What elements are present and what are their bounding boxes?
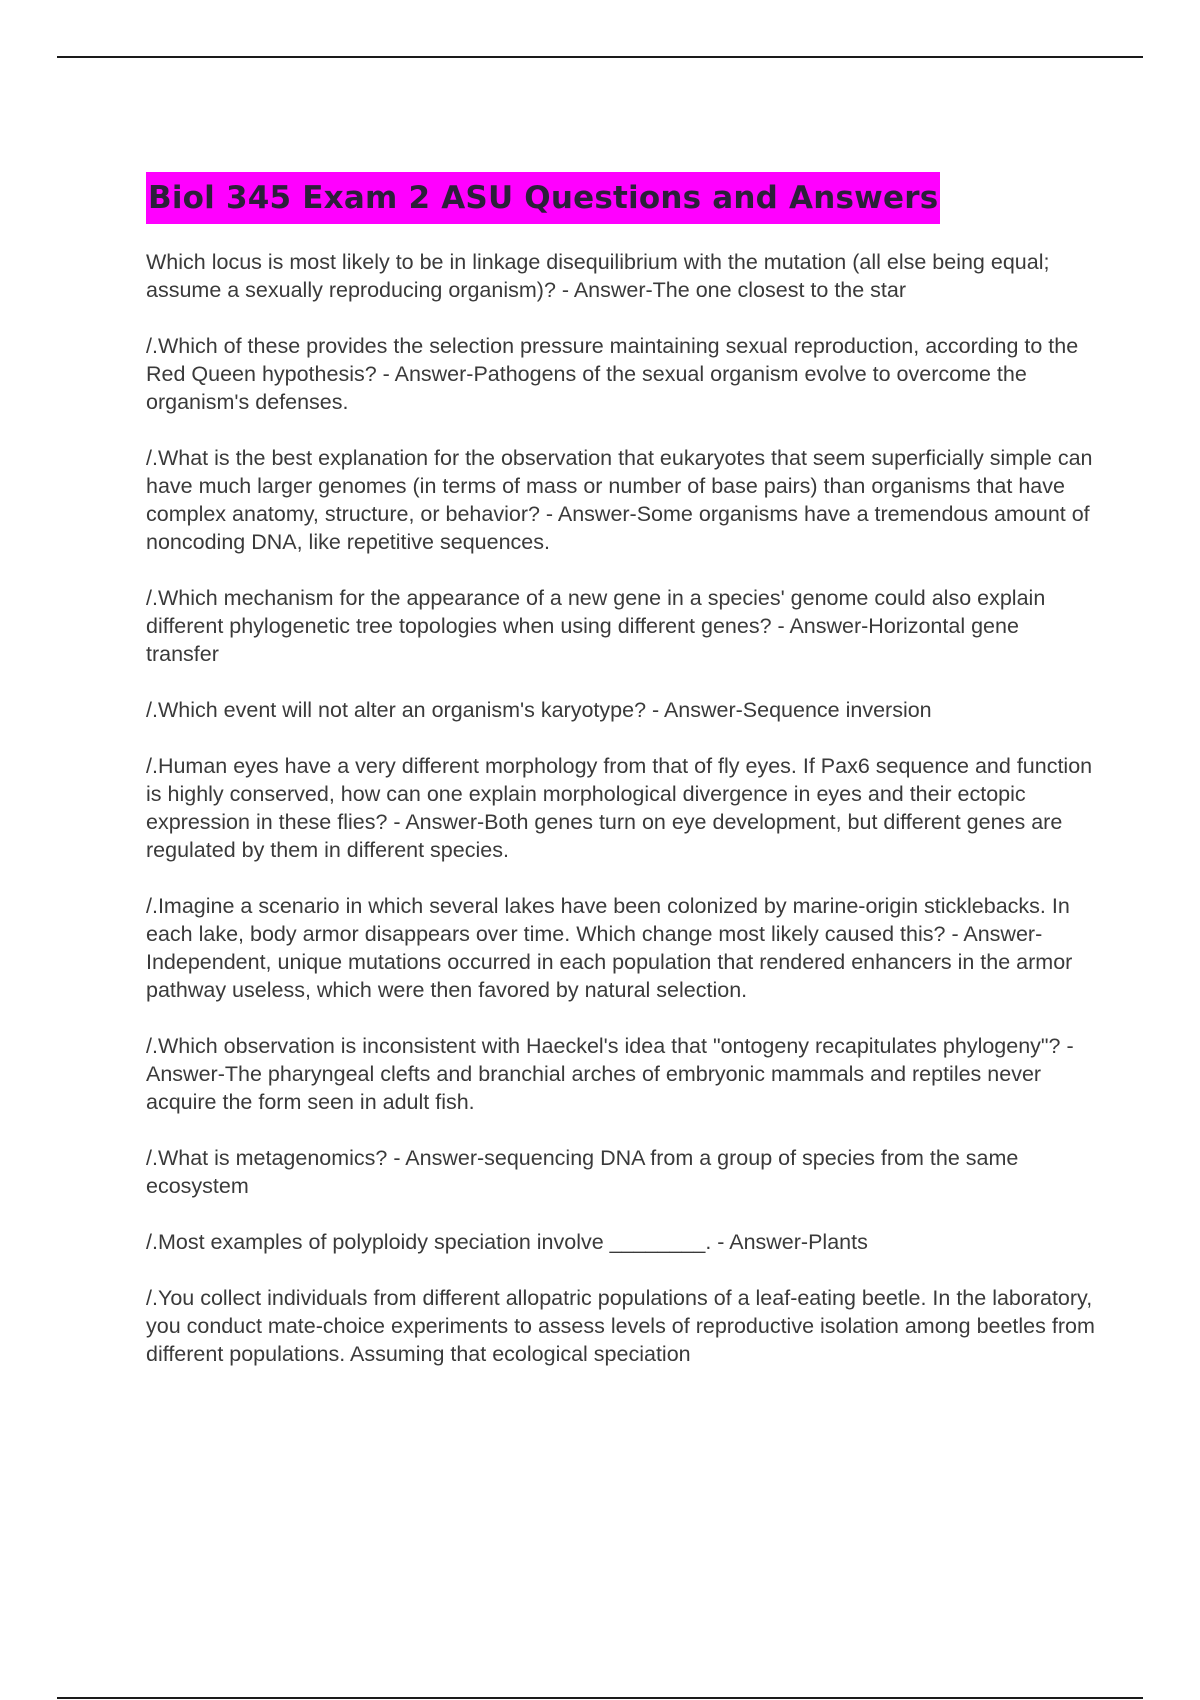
qa-entry-2: /.Which of these provides the selection pressure maintaining sexual reproduction, according to the Red Queen hypothesis? - Answer-Pathogens of the sexual organism evolve to overcome the organism's defenses. xyxy=(146,334,1079,414)
qa-entry-7: /.Imagine a scenario in which several lakes have been colonized by marine-origin sticklebacks. In each lake, body armor disappears over time. Which change most likely caused this? - Answer-Independent, unique mutations occurred in each population that rendered enhancers in the armor pathway useless, which were then favored by natural selection. xyxy=(146,894,1073,1002)
title-highlight xyxy=(146,172,940,224)
top-rule xyxy=(57,56,1143,58)
qa-entry-3: /.What is the best explanation for the observation that eukaryotes that seem superficially simple can have much larger genomes (in terms of mass or number of base pairs) than organisms that have complex anatomy, structure, or behavior? - Answer-Some organisms have a tremendous amount of noncoding DNA, like repetitive sequences. xyxy=(146,446,1093,554)
qa-entry-1: Which locus is most likely to be in linkage disequilibrium with the mutation (all else being equal; assume a sexually reproducing organism)? - Answer-The one closest to the star xyxy=(146,250,1050,302)
qa-entry-5: /.Which event will not alter an organism's karyotype? - Answer-Sequence inversion xyxy=(146,698,932,722)
qa-entry-10: /.Most examples of polyploidy speciation involve ________. - Answer-Plants xyxy=(146,1230,868,1254)
qa-entry-11: /.You collect individuals from different allopatric populations of a leaf-eating beetle. In the laboratory, you conduct mate-choice experiments to assess levels of reproductive isolation among beetles from different populations. Assuming that ecological speciation xyxy=(146,1286,1095,1366)
qa-entry-8: /.Which observation is inconsistent with Haeckel's idea that "ontogeny recapitulates phylogeny"? - Answer-The pharyngeal clefts and branchial arches of embryonic mammals and reptiles never acquire the form seen in adult fish. xyxy=(146,1034,1074,1114)
qa-entry-6: /.Human eyes have a very different morphology from that of fly eyes. If Pax6 sequence and function is highly conserved, how can one explain morphological divergence in eyes and their ectopic expression in these flies? - Answer-Both genes turn on eye development, but different genes are regulated by them in different species. xyxy=(146,754,1093,862)
qa-entry-4: /.Which mechanism for the appearance of a new gene in a species' genome could also explain different phylogenetic tree topologies when using different genes? - Answer-Horizontal gene transfer xyxy=(146,586,1046,666)
bottom-rule xyxy=(57,1697,1143,1699)
document-body xyxy=(146,172,1096,1396)
document-title: Biol 345 Exam 2 ASU Questions and Answers xyxy=(148,180,939,216)
qa-entry-9: /.What is metagenomics? - Answer-sequencing DNA from a group of species from the same ecosystem xyxy=(146,1146,1019,1198)
